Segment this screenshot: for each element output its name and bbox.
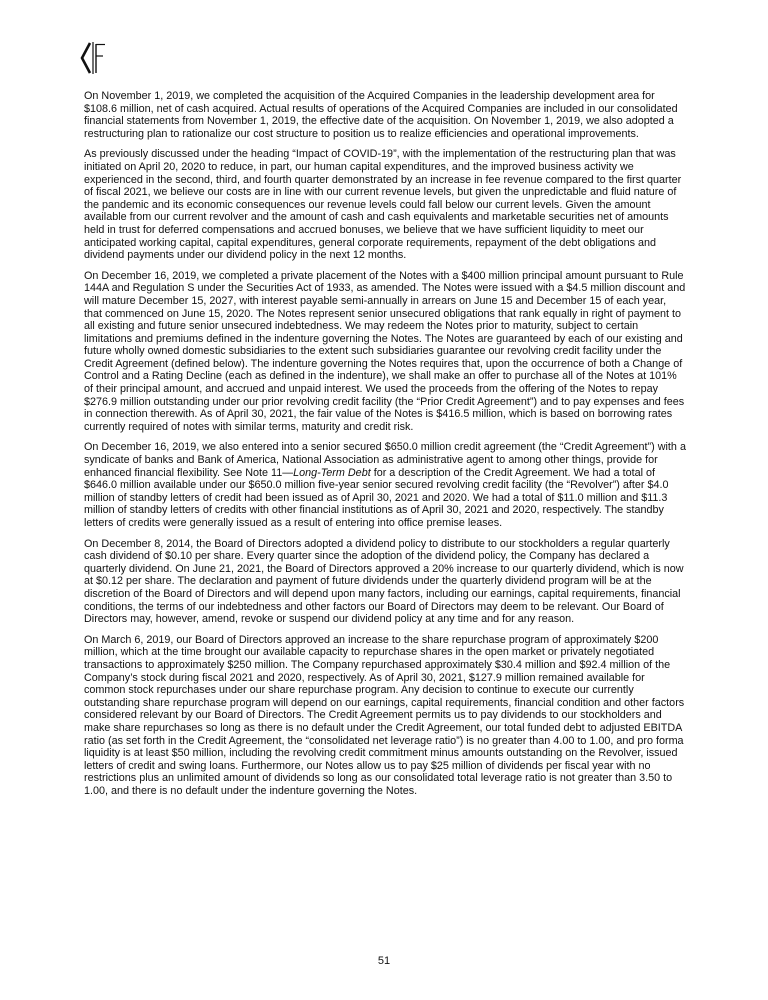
long-term-debt-reference: Long-Term Debt bbox=[293, 466, 371, 479]
paragraph-credit-agreement bbox=[84, 441, 686, 529]
credit-agreement-text-end: for a description of the Credit Agreement. We had a total of $646.0 million available under our $650.0 million five-year senior secured revolving credit facility (the “Revolver”) after $4.0 million of standby letters of credit had been issued as of April 30, 2021 and 2020. We had a total of $11.0 million and $11.3 million of standby letters of credits with other financial institutions as of April 30, 2021 and 2020, respectively. The standby letters of credits were generally issued as a result of entering into office premise leases. bbox=[84, 466, 669, 529]
paragraph-notes-placement: On December 16, 2019, we completed a private placement of the Notes with a $400 million principal amount pursuant to Rule 144A and Regulation S under the Securities Act of 1933, as amended. The Notes were issued with a $4.5 million discount and will mature December 15, 2027, with interest payable semi-annually in arrears on June 15 and December 15 of each year, that commenced on June 15, 2020. The Notes represent senior unsecured obligations that rank equally in right of payment to all existing and future senior unsecured indebtedness. We may redeem the Notes prior to maturity, subject to certain limitations and premiums defined in the indenture governing the Notes. The Notes are guaranteed by each of our existing and future wholly owned domestic subsidiaries to the extent such subsidiaries guarantee our revolving credit facility under the Credit Agreement (defined below). The indenture governing the Notes requires that, upon the occurrence of both a Change of Control and a Rating Decline (each as defined in the indenture), we shall make an offer to purchase all of the Notes at 101% of their principal amount, and accrued and unpaid interest. We used the proceeds from the offering of the Notes to repay $276.9 million outstanding under our prior revolving credit facility (the “Prior Credit Agreement”) and to pay expenses and fees in connection therewith. As of April 30, 2021, the fair value of the Notes is $416.5 million, which is based on borrowing rates currently required of notes with similar terms, maturity and credit risk. bbox=[84, 269, 686, 433]
paragraph-share-repurchase: On March 6, 2019, our Board of Directors approved an increase to the share repurchase program of approximately $200 million, which at the time brought our available capacity to repurchase shares in the open market or privately negotiated transactions to approximately $250 million. The Company repurchased approximately $30.4 million and $92.4 million of the Company’s stock during fiscal 2021 and 2020, respectively. As of April 30, 2021, $127.9 million remained available for common stock repurchases under our share repurchase program. Any decision to continue to execute our currently outstanding share repurchase program will depend on our earnings, capital requirements, financial condition and other factors considered relevant by our Board of Directors. The Credit Agreement permits us to pay dividends to our stockholders and make share repurchases so long as there is no default under the Credit Agreement, our total funded debt to adjusted EBITDA ratio (as set forth in the Credit Agreement, the “consolidated net leverage ratio”) is no greater than 4.00 to 1.00, and pro forma liquidity is at least $50 million, including the revolving credit commitment minus amounts outstanding on the Revolver, issued letters of credit and swing loans. Furthermore, our Notes allow us to pay $25 million of dividends per fiscal year with no restrictions plus an unlimited amount of dividends so long as our consolidated total leverage ratio is not greater than 3.50 to 1.00, and there is no default under the indenture governing the Notes. bbox=[84, 633, 685, 797]
company-logo bbox=[80, 40, 106, 76]
page-number: 51 bbox=[377, 955, 391, 967]
credit-agreement-text-start: On December 16, 2019, we also entered into a senior secured $650.0 million credit agreement (the “Credit Agreement”) with a syndicate of banks and Bank of America, National Association as administrative agent to among other things, provide for enhanced financial flexibility. See Note 11— bbox=[84, 441, 686, 479]
paragraph-covid-liquidity: As previously discussed under the heading “Impact of COVID-19”, with the implementation of the restructuring plan that was initiated on April 20, 2020 to reduce, in part, our human capital expenditures, and the improved business activity we experienced in the second, third, and fourth quarter demonstrated by an increase in fee revenue compared to the first quarter of fiscal 2021, we believe our costs are in line with our current revenue levels, but given the unpredictable and fluid nature of the pandemic and its economic consequences our revenue levels could fall below our current levels. Given the amount available from our current revolver and the amount of cash and cash equivalents and marketable securities net of amounts held in trust for deferred compensations and accrued bonuses, we believe that we have sufficient liquidity to meet our anticipated working capital, capital expenditures, general corporate requirements, repayment of the debt obligations and dividend payments under our dividend policy in the next 12 months. bbox=[84, 148, 682, 262]
paragraph-dividend-policy: On December 8, 2014, the Board of Directors adopted a dividend policy to distribute to our stockholders a regular quarterly cash dividend of $0.10 per share. Every quarter since the adoption of the dividend policy, the Company has declared a quarterly dividend. On June 21, 2021, the Board of Directors approved a 20% increase to our quarterly dividend, which is now at $0.12 per share. The declaration and payment of future dividends under the quarterly dividend program will be at the discretion of the Board of Directors and will depend upon many factors, including our earnings, capital requirements, financial conditions, the terms of our indebtedness and other factors our Board of Directors may deem to be relevant. Our Board of Directors may, however, amend, revoke or suspend our dividend policy at any time and for any reason. bbox=[84, 537, 684, 626]
kf-monogram-icon bbox=[80, 40, 106, 76]
paragraph-acquisition: On November 1, 2019, we completed the acquisition of the Acquired Companies in the leadership development area for $108.6 million, net of cash acquired. Actual results of operations of the Acquired Companies are included in our consolidated financial statements from November 1, 2019, the effective date of the acquisition. On November 1, 2019, we also adopted a restructuring plan to rationalize our cost structure to position us to realize efficiencies and operational improvements. bbox=[84, 90, 678, 140]
document-body bbox=[84, 90, 686, 805]
